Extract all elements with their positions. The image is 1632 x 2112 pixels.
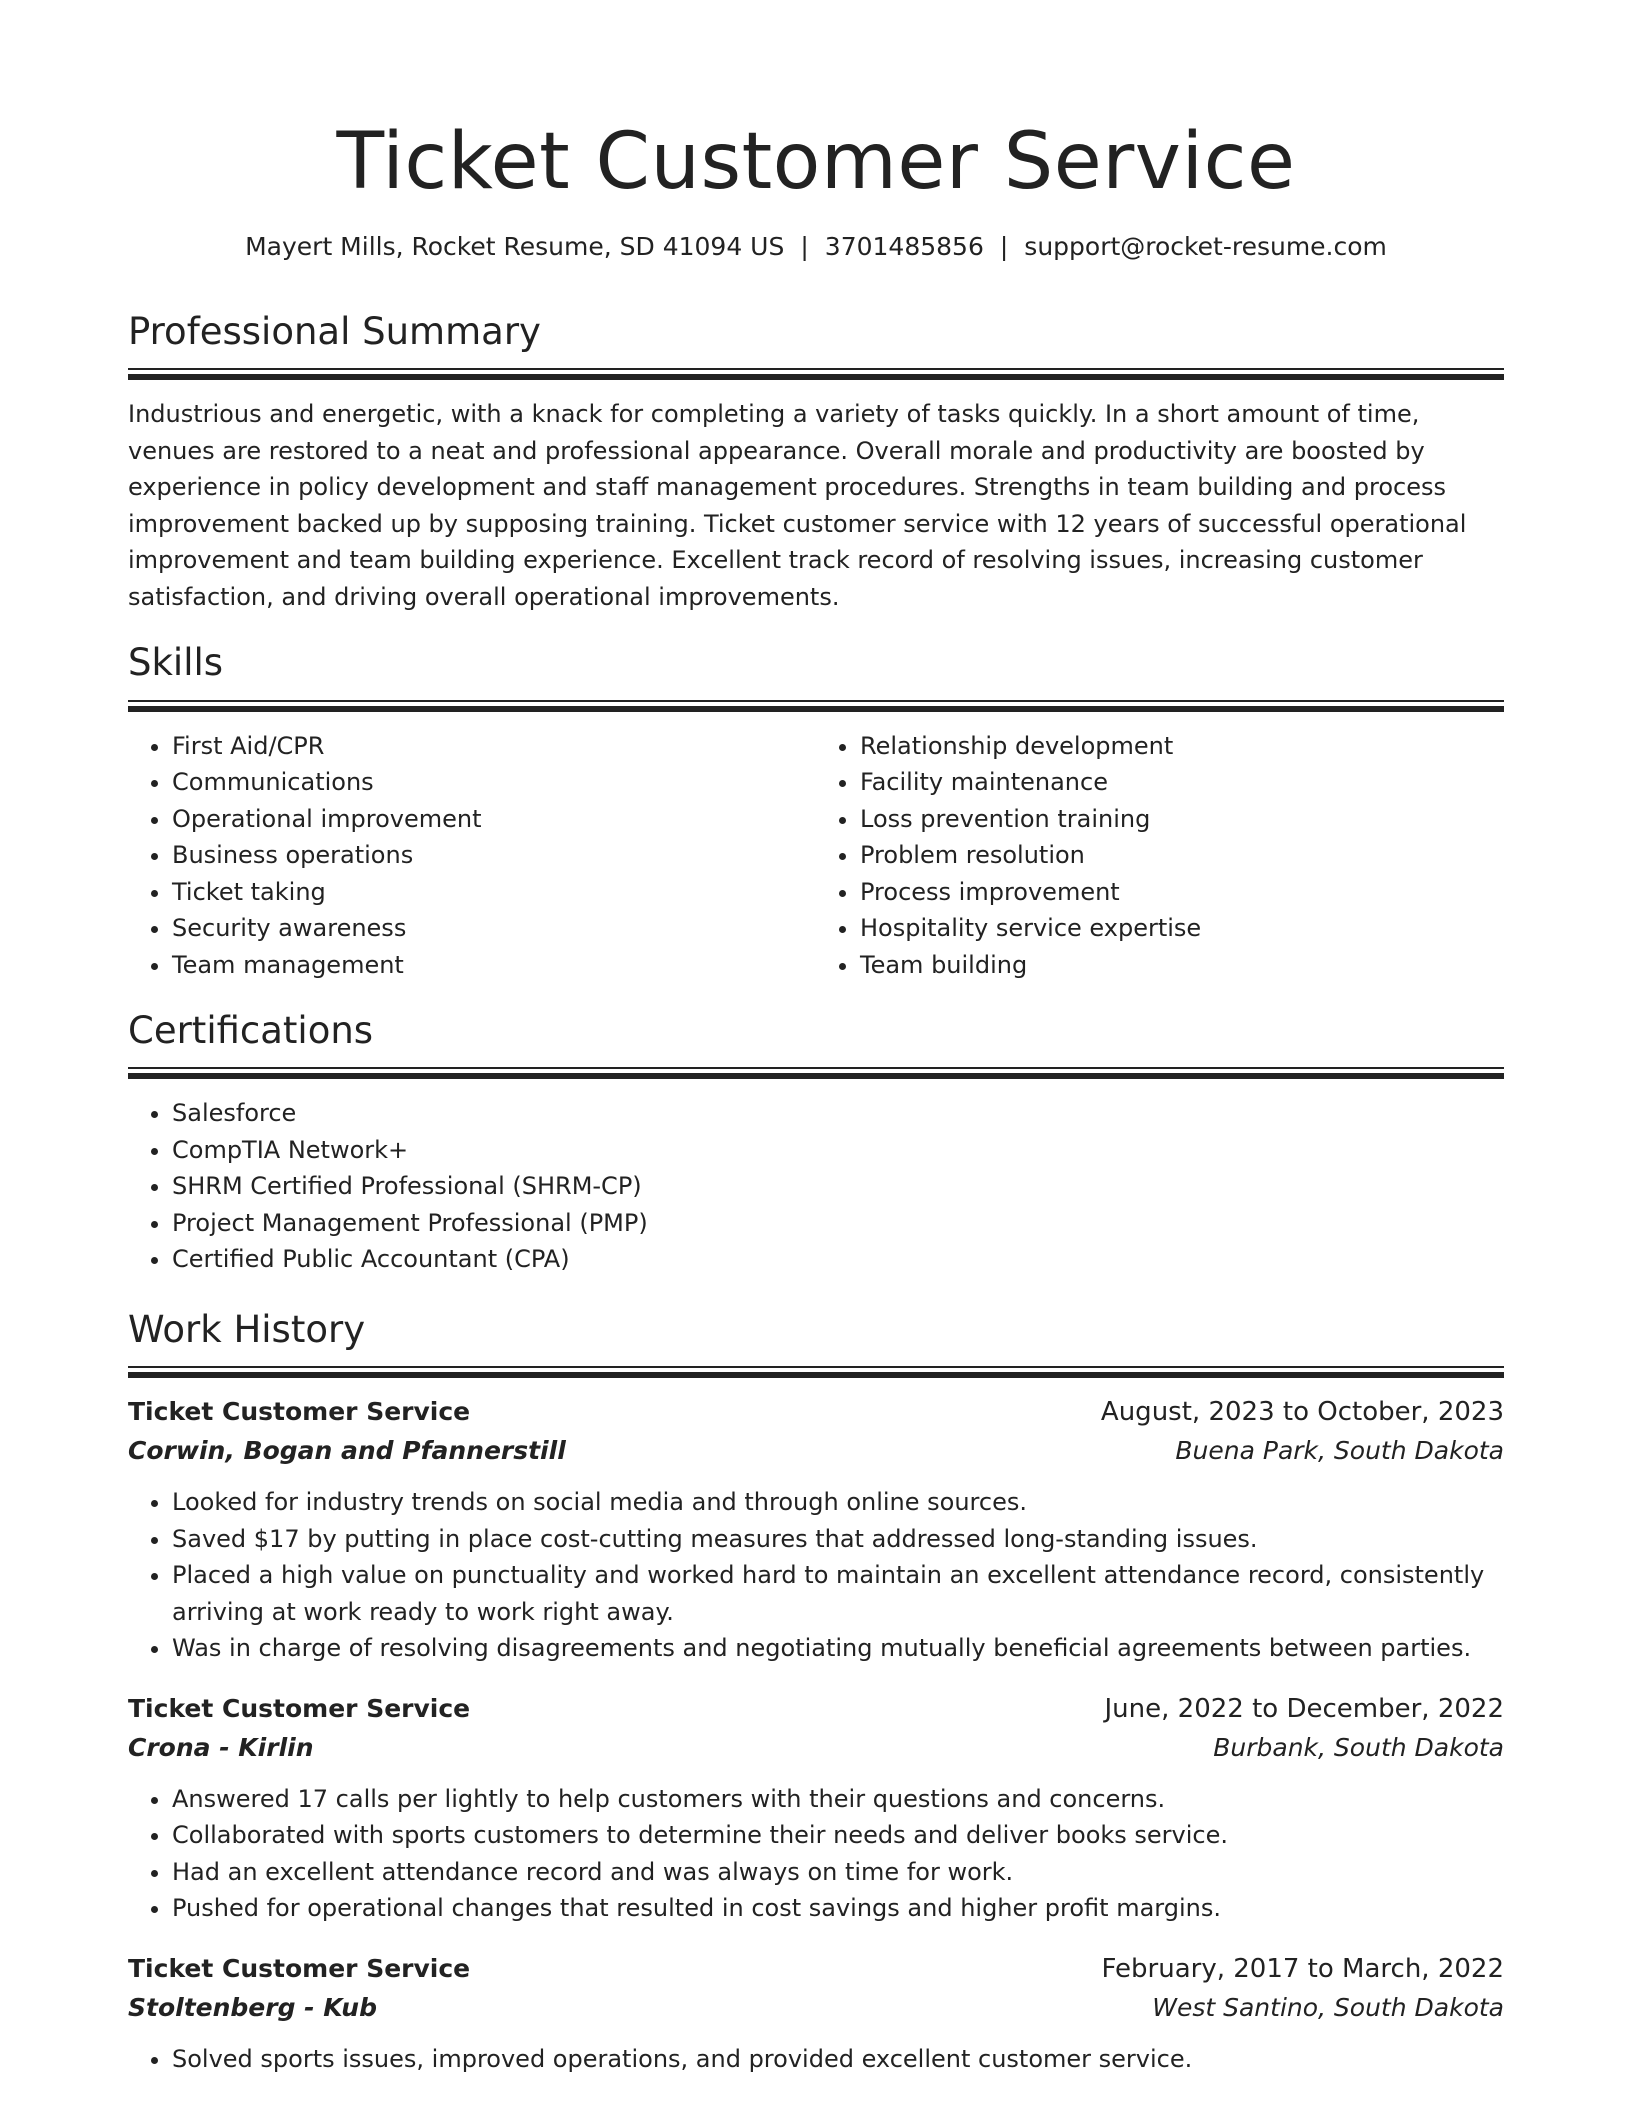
job-entry — [128, 1949, 1504, 2078]
section-title-work-history: Work History — [128, 1307, 366, 1351]
job-header-row — [128, 1392, 1504, 1432]
skill-item: • Communications — [172, 764, 816, 801]
skill-item: • Ticket taking — [172, 874, 816, 911]
job-bullet: • Collaborated with sports customers to determine their needs and deliver books service. — [172, 1817, 1504, 1854]
skill-item: • Process improvement — [860, 874, 1504, 911]
job-dates: February, 2017 to March, 2022 — [1101, 1953, 1504, 1984]
job-bullet: • Was in charge of resolving disagreements and negotiating mutually beneficial agreements between parties. — [172, 1630, 1504, 1667]
job-title: Ticket Customer Service — [128, 1953, 471, 1983]
job-location: West Santino, South Dakota — [1152, 1992, 1504, 2022]
job-company: Crona - Kirlin — [128, 1732, 314, 1762]
job-dates: June, 2022 to December, 2022 — [1104, 1693, 1504, 1724]
job-bullet: • Solved sports issues, improved operations, and provided excellent customer service. — [172, 2041, 1504, 2078]
job-entry — [128, 1392, 1504, 1667]
summary-text: Industrious and energetic, with a knack for completing a variety of tasks quickly. In a short amount of time, venues are restored to a neat and professional appearance. Overall morale and productivity are boosted by experience in policy development and staff management procedures. Strengths in team building and process improvement backed up by supposing training. Ticket customer service with 12 years of successful operational improvement and team building experience. Excellent track record of resolving issues, increasing customer satisfaction, and driving overall operational improvements. — [128, 400, 1467, 611]
job-bullets — [128, 1781, 1504, 1927]
job-dates: August, 2023 to October, 2023 — [1100, 1397, 1504, 1428]
job-company: Corwin, Bogan and Pfannerstill — [128, 1436, 566, 1466]
skill-item: • Team management — [172, 947, 816, 984]
job-header-row — [128, 1949, 1504, 1989]
skill-item: • Operational improvement — [172, 801, 816, 838]
job-bullets — [128, 1484, 1504, 1667]
contact-address: Mayert Mills, Rocket Resume, SD 41094 US — [245, 231, 785, 261]
skills-section — [128, 641, 1504, 983]
job-entry — [128, 1689, 1504, 1927]
section-divider — [128, 1366, 1504, 1378]
certification-item: • CompTIA Network+ — [172, 1132, 1504, 1169]
job-location: Buena Park, South Dakota — [1175, 1436, 1504, 1466]
job-company-row — [128, 1432, 1504, 1470]
job-title: Ticket Customer Service — [128, 1693, 471, 1723]
contact-separator: | — [800, 231, 809, 261]
skill-item: • Relationship development — [860, 728, 1504, 765]
skills-list-left — [128, 728, 816, 984]
job-bullets — [128, 2041, 1504, 2078]
certification-item: • SHRM Certified Professional (SHRM-CP) — [172, 1168, 1504, 1205]
certification-item: • Certified Public Accountant (CPA) — [172, 1241, 1504, 1278]
contact-email: support@rocket-resume.com — [1024, 231, 1387, 261]
job-company: Stoltenberg - Kub — [128, 1992, 377, 2022]
job-company-row — [128, 1989, 1504, 2027]
skill-item: • Hospitality service expertise — [860, 910, 1504, 947]
job-location: Burbank, South Dakota — [1213, 1732, 1504, 1762]
skills-columns — [128, 728, 1504, 984]
contact-line — [128, 232, 1504, 262]
certifications-section — [128, 1009, 1504, 1278]
contact-phone: 3701485856 — [824, 231, 984, 261]
section-title-summary: Professional Summary — [128, 309, 541, 353]
skill-item: • Security awareness — [172, 910, 816, 947]
summary-section — [128, 310, 1504, 615]
job-bullet: • Had an excellent attendance record and was always on time for work. — [172, 1854, 1504, 1891]
resume-header — [128, 0, 1504, 262]
job-bullet: • Saved $17 by putting in place cost-cutting measures that addressed long-standing issues. — [172, 1521, 1504, 1558]
candidate-name: Ticket Customer Service — [336, 117, 1296, 207]
job-bullet: • Placed a high value on punctuality and worked hard to maintain an excellent attendance record, consistently arriving at work ready to work right away. — [172, 1557, 1504, 1630]
section-divider — [128, 1067, 1504, 1079]
certifications-list — [128, 1095, 1504, 1278]
job-bullet: • Pushed for operational changes that resulted in cost savings and higher profit margins. — [172, 1890, 1504, 1927]
section-title-certifications: Certifications — [128, 1009, 374, 1053]
section-divider — [128, 700, 1504, 712]
job-company-row — [128, 1729, 1504, 1767]
section-divider — [128, 368, 1504, 380]
skill-item: • Problem resolution — [860, 837, 1504, 874]
skill-item: • Facility maintenance — [860, 764, 1504, 801]
work-history-section — [128, 1308, 1504, 2077]
contact-separator: | — [999, 231, 1009, 261]
skill-item: • Team building — [860, 947, 1504, 984]
skill-item: • Business operations — [172, 837, 816, 874]
skill-item: • Loss prevention training — [860, 801, 1504, 838]
skill-item: • First Aid/CPR — [172, 728, 816, 765]
skills-list-right — [816, 728, 1504, 984]
certification-item: • Project Management Professional (PMP) — [172, 1205, 1504, 1242]
section-title-skills: Skills — [128, 641, 224, 685]
job-bullet: • Answered 17 calls per lightly to help customers with their questions and concerns. — [172, 1781, 1504, 1818]
certification-item: • Salesforce — [172, 1095, 1504, 1132]
job-header-row — [128, 1689, 1504, 1729]
job-bullet: • Looked for industry trends on social media and through online sources. — [172, 1484, 1504, 1521]
job-title: Ticket Customer Service — [128, 1397, 471, 1427]
